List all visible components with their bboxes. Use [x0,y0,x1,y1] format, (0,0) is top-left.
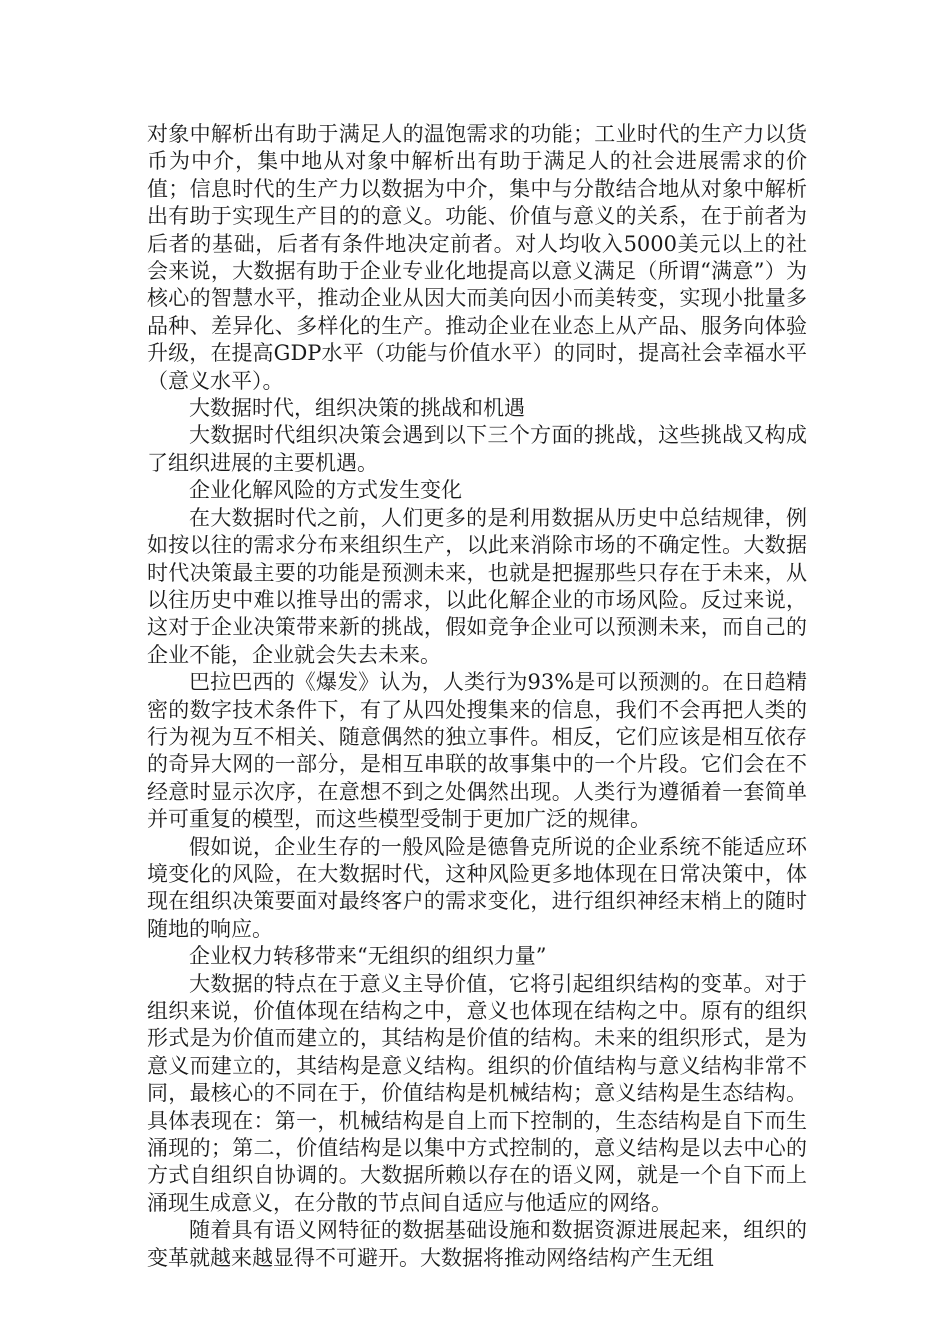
section-heading-decision-challenges: 大数据时代，组织决策的挑战和机遇 [189,396,525,421]
paragraph-three-challenges: 大数据时代组织决策会遇到以下三个方面的挑战，这些挑战又构成了组织进展的主要机遇。 [147,423,807,475]
subheading-risk-resolution: 企业化解风险的方式发生变化 [189,478,462,503]
document-page [147,121,807,1272]
paragraph-bursts: 巴拉巴西的《爆发》认为，人类行为93%是可以预测的。在日趋精密的数字技术条件下，有了从四处搜集来的信息，我们不会再把人类的行为视为互不相关、随意偶然的独立事件。相反，它们应该是相互依存的奇异大网的一部分，是相互串联的故事集中的一个片段。它们会在不经意时显示次序，在意想不到之处偶然出现。人类行为遵循着一套简单并可重复的模型，而这些模型受制于更加广泛的规律。 [147,670,807,832]
paragraph-drucker-risk: 假如说，企业生存的一般风险是德鲁克所说的企业系统不能适应环境变化的风险，在大数据时代，这种风险更多地体现在日常决策中，体现在组织决策要面对最终客户的需求变化，进行组织神经末梢上的随时随地的响应。 [147,834,807,941]
paragraph-predict-future: 在大数据时代之前，人们更多的是利用数据从历史中总结规律，例如按以往的需求分布来组织生产，以此来消除市场的不确定性。大数据时代决策最主要的功能是预测未来，也就是把握那些只存在于未来，从以往历史中难以推导出的需求，以此化解企业的市场风险。反过来说，这对于企业决策带来新的挑战，假如竞争企业可以预测未来，而自己的企业不能，企业就会失去未来。 [147,505,807,667]
paragraph-intro-continuation: 对象中解析出有助于满足人的温饱需求的功能；工业时代的生产力以货币为中介，集中地从对象中解析出有助于满足人的社会进展需求的价值；信息时代的生产力以数据为中介，集中与分散结合地从对象中解析出有助于实现生产目的的意义。功能、价值与意义的关系，在于前者为后者的基础，后者有条件地决定前者。对人均收入5000美元以上的社会来说，大数据有助于企业专业化地提高以意义满足（所谓“满意”）为核心的智慧水平，推动企业从因大而美向因小而美转变，实现小批量多品种、差异化、多样化的生产。推动企业在业态上从产品、服务向体验升级，在提高GDP水平（功能与价值水平）的同时，提高社会幸福水平（意义水平）。 [147,122,807,393]
paragraph-meaning-structure: 大数据的特点在于意义主导价值，它将引起组织结构的变革。对于组织来说，价值体现在结构之中，意义也体现在结构之中。原有的组织形式是为价值而建立的，其结构是价值的结构。未来的组织形式，是为意义而建立的，其结构是意义结构。组织的价值结构与意义结构非常不同，最核心的不同在于，价值结构是机械结构；意义结构是生态结构。具体表现在：第一，机械结构是自上而下控制的，生态结构是自下而生涌现的；第二，价值结构是以集中方式控制的，意义结构是以去中心的方式自组织自协调的。大数据所赖以存在的语义网，就是一个自下而上涌现生成意义，在分散的节点间自适应与他适应的网络。 [147,971,807,1215]
paragraph-semantic-web: 随着具有语义网特征的数据基础设施和数据资源进展起来，组织的变革就越来越显得不可避开。大数据将推动网络结构产生无组 [147,1218,807,1270]
subheading-power-shift: 企业权力转移带来“无组织的组织力量” [189,944,547,969]
